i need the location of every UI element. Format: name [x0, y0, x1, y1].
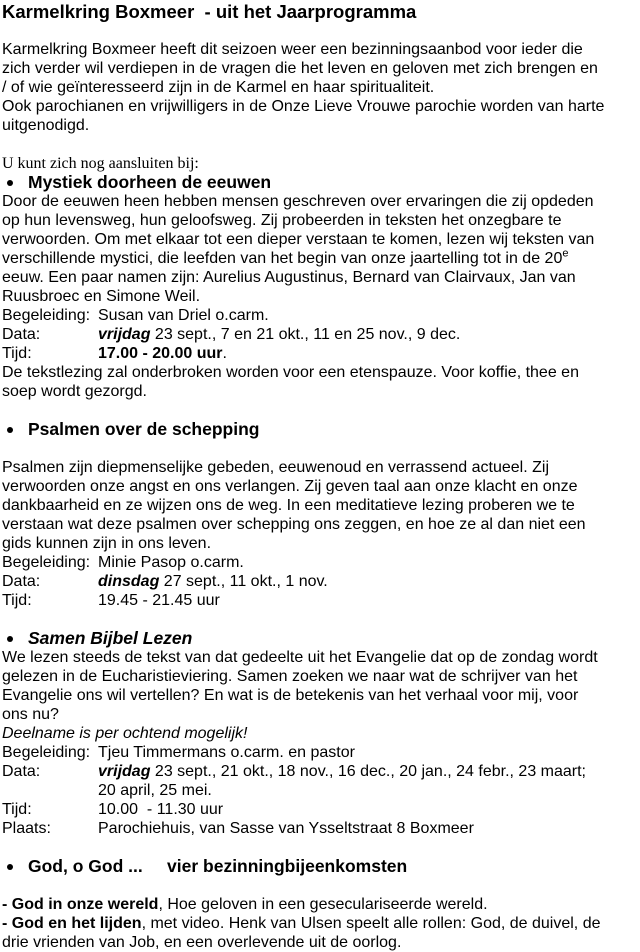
text-segment: soep wordt gezorgd.: [2, 383, 147, 400]
field-row: [2, 325, 640, 344]
text-line: [2, 40, 640, 59]
bullet-icon: [7, 427, 13, 433]
text-segment: vrijdag: [98, 763, 151, 780]
text-segment: Deelname is per ochtend mogelijk!: [2, 725, 248, 742]
text-segment: zich verder wil verdiepen in de vragen die het leven en geloven met zich brengen en: [2, 60, 598, 77]
text-line: [2, 933, 640, 952]
field-row: [2, 591, 640, 610]
field-label: Data:: [2, 573, 41, 590]
field-value-line: [98, 344, 640, 363]
text-line: [2, 895, 640, 914]
text-segment: U kunt zich nog aansluiten bij:: [2, 155, 199, 172]
field-label: Tijd:: [2, 592, 32, 609]
field-value-line: [98, 819, 640, 838]
field-row: [2, 572, 640, 591]
text-segment: uitgenodigd.: [2, 117, 90, 134]
text-segment: Evangelie ons wil vertellen? En wat is de betekenis van het verhaal voor mij, voor: [2, 687, 579, 704]
text-segment: drie vrienden van Job, en een overlevende uit de oorlog.: [2, 934, 402, 951]
text-line: [2, 78, 640, 97]
text-segment: 17.00 - 20.00 uur: [98, 345, 223, 362]
text-segment: - God en het lijden: [2, 915, 142, 932]
text-segment: ons nu?: [2, 706, 59, 723]
text-segment: 27 sept., 11 okt., 1 nov.: [159, 573, 328, 590]
field-value-line: [98, 553, 640, 572]
bullet-icon: [7, 864, 13, 870]
text-segment: 23 sept., 7 en 21 okt., 11 en 25 nov., 9 dec.: [150, 326, 461, 343]
blank-line: [2, 838, 640, 857]
text-line: [2, 116, 640, 135]
field-label: Tijd:: [2, 345, 32, 362]
field-label: Plaats:: [2, 820, 51, 837]
text-line: [2, 230, 640, 249]
text-segment: dinsdag: [98, 573, 160, 590]
text-line: [2, 648, 640, 667]
text-segment: 10.00 - 11.30 uur: [98, 801, 224, 818]
text-segment: Psalmen over de schepping: [28, 419, 260, 439]
text-line: [2, 534, 640, 553]
text-segment: God, o God ... vier bezinningbijeenkomsten: [28, 856, 408, 876]
text-segment: Tjeu Timmermans o.carm. en pastor: [98, 744, 355, 761]
text-segment: Parochiehuis, van Sasse van Ysseltstraat 8 Boxmeer: [98, 820, 474, 837]
text-segment: - God in onze wereld: [2, 896, 159, 913]
text-segment: Mystiek doorheen de eeuwen: [28, 172, 272, 192]
text-segment: e: [562, 247, 569, 260]
bullet-heading: [2, 629, 640, 648]
field-row: [2, 819, 640, 838]
text-segment: / of wie geïnteresseerd zijn in de Karmel en haar spiritualiteit.: [2, 79, 435, 96]
field-label: Tijd:: [2, 801, 32, 818]
text-line: [2, 458, 640, 477]
bullet-heading: [2, 857, 640, 876]
field-value-line: [98, 743, 640, 762]
text-segment: We lezen steeds de tekst van dat gedeelte uit het Evangelie dat op de zondag wordt: [2, 649, 598, 666]
text-segment: 23 sept., 21 okt., 18 nov., 16 dec., 20 jan., 24 febr., 23 maart;: [150, 763, 586, 780]
text-segment: , Hoe geloven in een geseculariseerde wereld.: [158, 896, 488, 913]
text-segment: De tekstlezing zal onderbroken worden voor een etenspauze. Voor koffie, thee en: [2, 364, 579, 381]
text-segment: Door de eeuwen heen hebben mensen geschreven over ervaringen die zij opdeden: [2, 193, 594, 210]
field-value-line: [98, 762, 640, 781]
text-segment: Karmelkring Boxmeer heeft dit seizoen weer een bezinningsaanbod voor ieder die: [2, 41, 583, 58]
text-segment: eeuw. Een paar namen zijn: Aurelius Augustinus, Bernard van Clairvaux, Jan van: [2, 269, 576, 286]
text-line: [2, 382, 640, 401]
text-segment: dankbaarheid en ze wijzen ons de weg. In een meditatieve lezing proberen we te: [2, 497, 575, 514]
field-value: [98, 306, 640, 325]
text-segment: Samen Bijbel Lezen: [28, 628, 193, 648]
field-value-line: [98, 572, 640, 591]
field-label: Begeleiding:: [2, 307, 91, 324]
field-value: [98, 344, 640, 363]
field-value-line: [98, 781, 640, 800]
field-value: [98, 762, 640, 800]
field-value-line: [98, 591, 640, 610]
text-segment: gids kunnen zijn in ons leven.: [2, 535, 212, 552]
field-value-line: [98, 325, 640, 344]
text-segment: verschillende mystici, die leefden van het begin van onze jaartelling tot in de 20: [2, 250, 563, 267]
field-label: Begeleiding:: [2, 554, 91, 571]
text-line: [2, 477, 640, 496]
field-value: [98, 572, 640, 591]
field-row: [2, 800, 640, 819]
bullet-heading: [2, 173, 640, 192]
text-segment: , met video. Henk van Ulsen speelt alle rollen: God, de duivel, de: [141, 915, 601, 932]
field-value: [98, 553, 640, 572]
blank-line: [2, 401, 640, 420]
text-segment: vrijdag: [98, 326, 151, 343]
bullet-icon: [7, 180, 13, 186]
field-row: [2, 762, 640, 800]
text-segment: verwoorden. Om met elkaar tot een dieper verstaan te komen, lezen wij teksten van: [2, 231, 595, 248]
text-line: [2, 268, 640, 287]
bullet-icon: [7, 636, 13, 642]
text-line: [2, 192, 640, 211]
text-segment: 19.45 - 21.45 uur: [98, 592, 220, 609]
document-title: Karmelkring Boxmeer - uit het Jaarprogramma: [2, 1, 417, 22]
text-segment: Ook parochianen en vrijwilligers in de Onze Lieve Vrouwe parochie worden van harte: [2, 98, 605, 115]
field-row: [2, 553, 640, 572]
field-label: Data:: [2, 763, 41, 780]
text-line: [2, 724, 640, 743]
text-line: [2, 287, 640, 306]
field-value: [98, 325, 640, 344]
bullet-heading: [2, 420, 640, 439]
note-line: [2, 154, 640, 173]
text-segment: 20 april, 25 mei.: [98, 782, 212, 799]
text-line: [2, 211, 640, 230]
field-row: [2, 306, 640, 325]
text-segment: Susan van Driel o.carm.: [98, 307, 269, 324]
field-value: [98, 591, 640, 610]
text-segment: Minie Pasop o.carm.: [98, 554, 244, 571]
blank-line: [2, 610, 640, 629]
text-line: [2, 97, 640, 116]
text-line: [2, 686, 640, 705]
field-label: Begeleiding:: [2, 744, 91, 761]
text-segment: .: [222, 345, 227, 362]
text-line: [2, 914, 640, 933]
field-value-line: [98, 800, 640, 819]
text-line: [2, 249, 640, 268]
field-value: [98, 819, 640, 838]
text-line: [2, 667, 640, 686]
blank-line: [2, 21, 640, 40]
text-segment: gelezen in de Eucharistieviering. Samen zoeken we naar wat de schrijver van het: [2, 668, 578, 685]
text-line: [2, 705, 640, 724]
blank-line: [2, 876, 640, 895]
text-segment: op hun levensweg, hun geloofsweg. Zij probeerden in teksten het onzegbare te: [2, 212, 562, 229]
text-segment: Ruusbroec en Simone Weil.: [2, 288, 201, 305]
text-line: [2, 363, 640, 382]
field-row: [2, 743, 640, 762]
text-segment: Psalmen zijn diepmenselijke gebeden, eeuwenoud en verrassend actueel. Zij: [2, 459, 549, 476]
text-line: [2, 59, 640, 78]
text-segment: verwoorden onze angst en ons verlangen. Zij geven taal aan onze klacht en onze: [2, 478, 578, 495]
blank-line: [2, 135, 640, 154]
field-label: Data:: [2, 326, 41, 343]
field-value-line: [98, 306, 640, 325]
field-value: [98, 743, 640, 762]
field-row: [2, 344, 640, 363]
field-value: [98, 800, 640, 819]
blank-line: [2, 439, 640, 458]
text-line: [2, 515, 640, 534]
text-line: [2, 496, 640, 515]
text-segment: verstaan wat deze psalmen over schepping ons zeggen, en hoe ze al dan niet een: [2, 516, 586, 533]
